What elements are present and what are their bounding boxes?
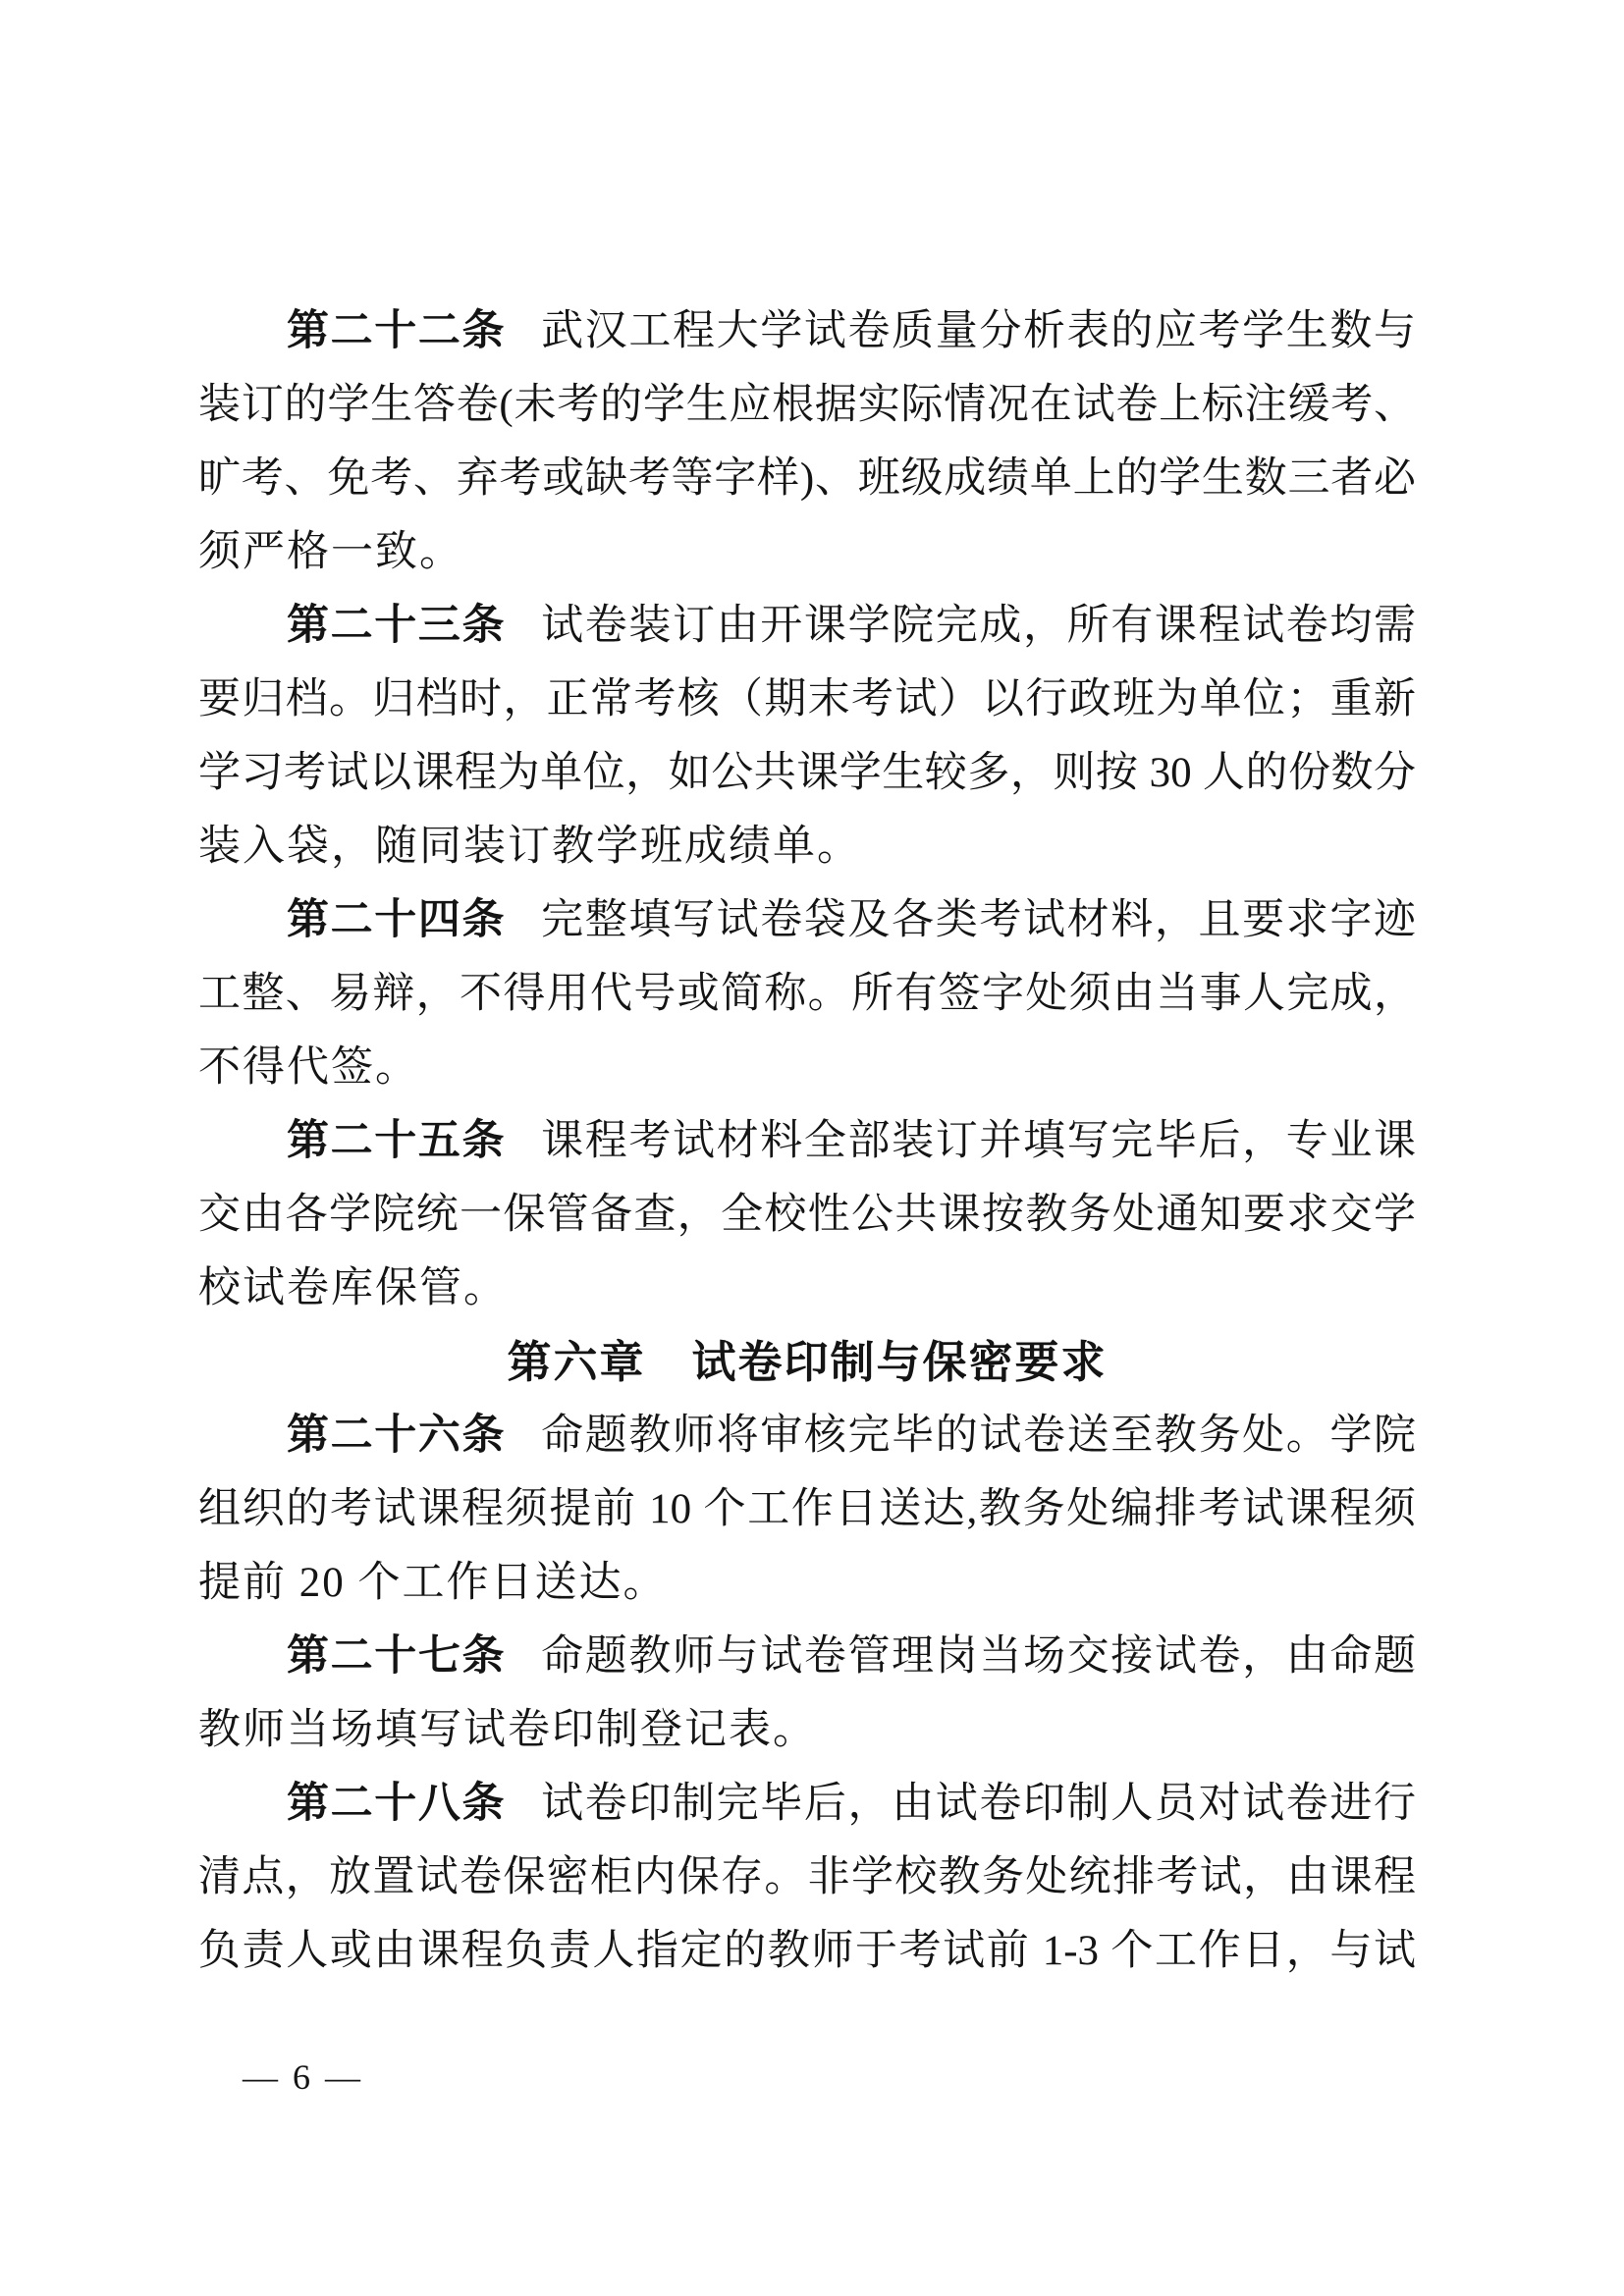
article-label: 第二十三条 bbox=[287, 603, 507, 649]
chapter-heading: 第六章 试卷印制与保密要求 bbox=[507, 1337, 1108, 1387]
article-label: 第二十五条 bbox=[287, 1118, 507, 1164]
text-line: 第二十三条 试卷装订由开课学院完成，所有课程试卷均需 bbox=[287, 603, 1416, 649]
text-line: 旷考、免考、弃考或缺考等字样)、班级成绩单上的学生数三者必 bbox=[198, 455, 1416, 502]
text-line: 交由各学院统一保管备查，全校性公共课按教务处通知要求交学 bbox=[198, 1192, 1416, 1238]
text-line: 校试卷库保管。 bbox=[198, 1265, 508, 1311]
page-number: — 6 — bbox=[243, 2057, 363, 2097]
text-line: 第二十五条 课程考试材料全部装订并填写完毕后，专业课 bbox=[287, 1118, 1416, 1164]
text-line: 第二十八条 试卷印制完毕后，由试卷印制人员对试卷进行 bbox=[287, 1781, 1416, 1827]
text-line: 提前 20 个工作日送达。 bbox=[198, 1560, 668, 1606]
text-line: 装入袋，随同装订教学班成绩单。 bbox=[198, 824, 861, 870]
text-line: 清点，放置试卷保密柜内保存。非学校教务处统排考试，由课程 bbox=[198, 1854, 1416, 1900]
text-line: 装订的学生答卷(未考的学生应根据实际情况在试卷上标注缓考、 bbox=[198, 382, 1416, 428]
text-line: 工整、易辩，不得用代号或简称。所有签字处须由当事人完成， bbox=[198, 971, 1416, 1017]
article-label: 第二十八条 bbox=[287, 1781, 507, 1827]
text-line: 第二十二条 武汉工程大学试卷质量分析表的应考学生数与 bbox=[287, 308, 1416, 354]
text-line: 要归档。归档时，正常考核（期末考试）以行政班为单位；重新 bbox=[198, 676, 1416, 722]
text-line: 学习考试以课程为单位，如公共课学生较多，则按 30 人的份数分 bbox=[198, 750, 1416, 796]
text-line: 第二十七条 命题教师与试卷管理岗当场交接试卷，由命题 bbox=[287, 1633, 1416, 1680]
text-line: 第二十六条 命题教师将审核完毕的试卷送至教务处。学院 bbox=[287, 1413, 1416, 1459]
text-line: 须严格一致。 bbox=[198, 529, 463, 575]
text-line: 负责人或由课程负责人指定的教师于考试前 1-3 个工作日，与试 bbox=[198, 1928, 1416, 1974]
article-label: 第二十二条 bbox=[287, 308, 507, 354]
text-line: 组织的考试课程须提前 10 个工作日送达,教务处编排考试课程须 bbox=[198, 1486, 1416, 1532]
document-body bbox=[198, 294, 1416, 1988]
article-label: 第二十六条 bbox=[287, 1413, 507, 1459]
text-line: 教师当场填写试卷印制登记表。 bbox=[198, 1707, 817, 1753]
article-label: 第二十七条 bbox=[287, 1633, 507, 1680]
text-line: 不得代签。 bbox=[198, 1044, 419, 1091]
text-line: 第二十四条 完整填写试卷袋及各类考试材料，且要求字迹 bbox=[287, 897, 1416, 943]
article-label: 第二十四条 bbox=[287, 897, 507, 943]
